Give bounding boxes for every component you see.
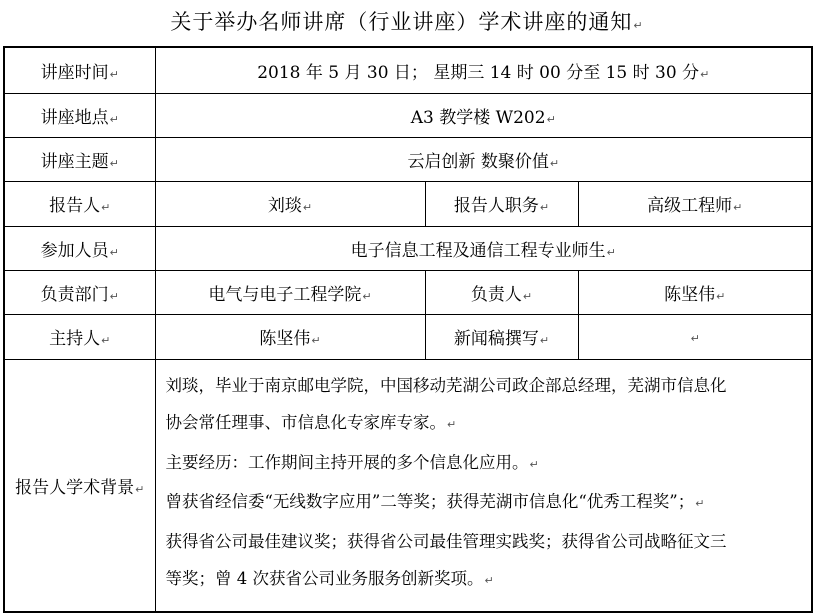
value-attendees: 电子信息工程及通信工程专业师生↵: [155, 226, 812, 270]
value-place: A3 教学楼 W202↵: [155, 93, 812, 137]
label-dept: 负责部门↵: [4, 270, 155, 314]
label-background: 报告人学术背景↵: [4, 359, 155, 612]
background-line: 协会常任理事、市信息化专家库专家。↵: [165, 413, 457, 432]
background-line: 获得省公司最佳建议奖；获得省公司最佳管理实践奖；获得省公司战略征文三: [165, 531, 727, 551]
label-attendees: 参加人员↵: [4, 226, 155, 270]
value-dept: 电气与电子工程学院↵: [155, 270, 425, 314]
row-background: [4, 359, 812, 612]
value-host: 陈坚伟↵: [155, 314, 425, 359]
row-place: [4, 93, 812, 137]
value-speaker-position: 高级工程师↵: [578, 181, 812, 226]
background-line: 等奖；曾 4 次获省公司业务服务创新奖项。↵: [165, 569, 494, 588]
label-press: 新闻稿撰写↵: [425, 314, 578, 359]
label-speaker: 报告人↵: [4, 181, 155, 226]
background-line: 主要经历：工作期间主持开展的多个信息化应用。↵: [165, 452, 539, 472]
row-host: [4, 314, 812, 359]
row-dept: [4, 270, 812, 314]
background-line: 曾获省经信委“无线数字应用”二等奖；获得芜湖市信息化“优秀工程奖”；↵: [165, 492, 705, 511]
label-topic: 讲座主题↵: [4, 137, 155, 181]
row-topic: [4, 137, 812, 181]
row-time: [4, 47, 812, 93]
background-line: 刘琰，毕业于南京邮电学院，中国移动芜湖公司政企部总经理，芜湖市信息化: [165, 375, 727, 395]
value-press: ↵: [578, 314, 812, 359]
label-speaker-position: 报告人职务↵: [425, 181, 578, 226]
document-title: 关于举办名师讲席（行业讲座）学术讲座的通知↵: [170, 10, 644, 34]
value-time: 2018 年 5 月 30 日； 星期三 14 时 00 分至 15 时 30 分↵: [155, 47, 812, 93]
label-owner: 负责人↵: [425, 270, 578, 314]
row-speaker: [4, 181, 812, 226]
value-background: [155, 359, 812, 612]
value-topic: 云启创新 数聚价值↵: [155, 137, 812, 181]
label-time: 讲座时间↵: [4, 47, 155, 93]
value-owner: 陈坚伟↵: [578, 270, 812, 314]
notice-table: [3, 46, 813, 613]
row-attendees: [4, 226, 812, 270]
value-speaker: 刘琰↵: [155, 181, 425, 226]
label-place: 讲座地点↵: [4, 93, 155, 137]
label-host: 主持人↵: [4, 314, 155, 359]
